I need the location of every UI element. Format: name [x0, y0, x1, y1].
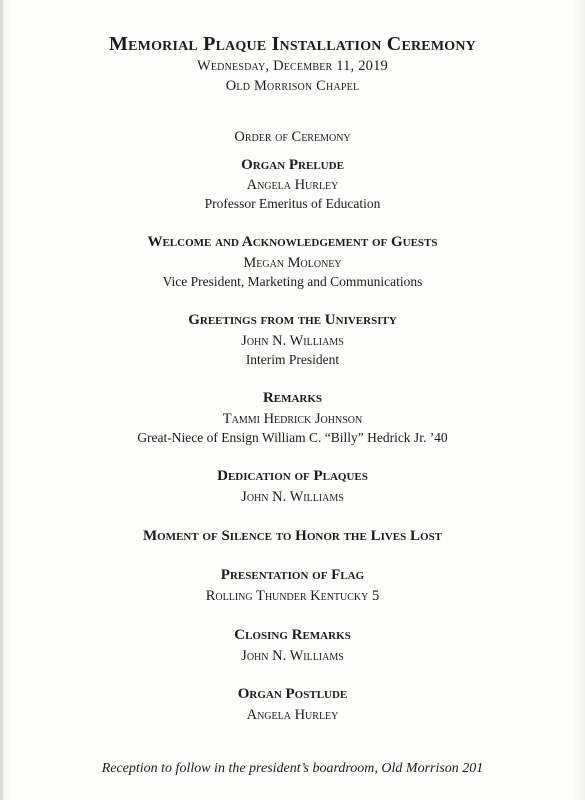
section-name: Angela Hurley: [246, 707, 339, 723]
section-role: Professor Emeritus of Education: [204, 196, 381, 211]
section-name: Tammi Hedrick Johnson: [222, 411, 363, 427]
section-title: Welcome and Acknowledgement of Guests: [147, 234, 438, 250]
section-title: Remarks: [262, 390, 323, 406]
section-name: Rolling Thunder Kentucky 5: [205, 588, 380, 604]
section-title: Presentation of Flag: [220, 567, 365, 583]
order-heading: Order of Ceremony: [234, 129, 351, 145]
event-date: Wednesday, December 11, 2019: [196, 58, 389, 74]
section-role: Vice President, Marketing and Communications: [162, 274, 423, 289]
section-title: Organ Prelude: [241, 157, 344, 173]
section-name: John N. Williams: [241, 489, 344, 505]
event-location: Old Morrison Chapel: [225, 78, 360, 94]
program-title: Memorial Plaque Installation Ceremony: [109, 33, 476, 55]
reception-note: Reception to follow in the president’s boardroom, Old Morrison 201: [101, 761, 484, 776]
section-name: John N. Williams: [241, 648, 344, 664]
section-title: Closing Remarks: [234, 627, 351, 643]
section-name: Megan Moloney: [243, 255, 342, 271]
section-title: Moment of Silence to Honor the Lives Lost: [142, 528, 443, 544]
section-name: Angela Hurley: [246, 177, 339, 193]
section-name: John N. Williams: [241, 333, 344, 349]
section-role: Great-Niece of Ensign William C. “Billy” Hedrick Jr. ’40: [137, 430, 448, 445]
section-role: Interim President: [245, 352, 340, 367]
section-title: Greetings from the University: [188, 312, 397, 328]
section-title: Dedication of Plaques: [217, 468, 368, 484]
section-title: Organ Postlude: [237, 686, 348, 702]
